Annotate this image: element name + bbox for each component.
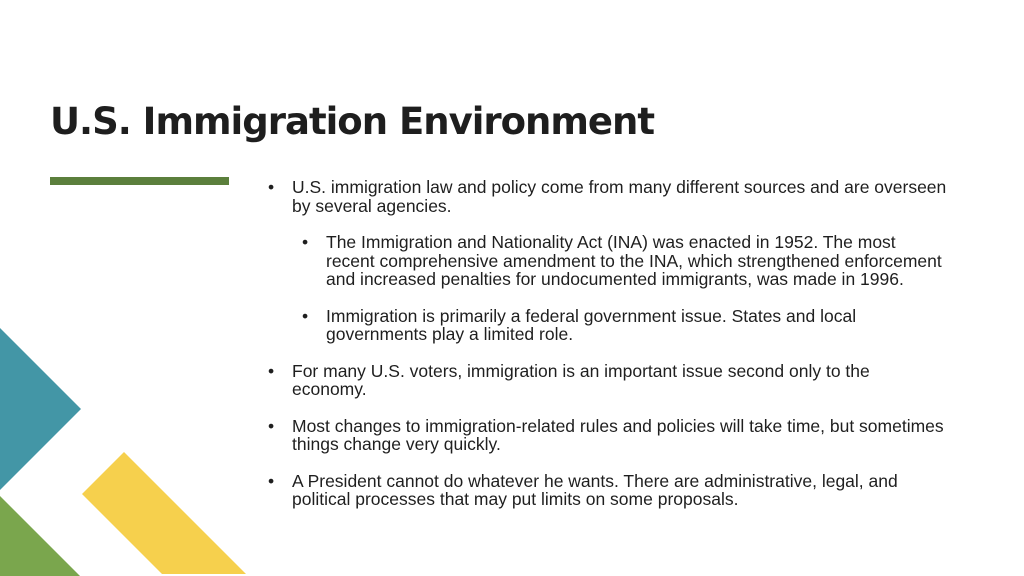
- bullet-text: U.S. immigration law and policy come from many different sources and are overseen by several agencies.: [292, 177, 947, 216]
- sub-bullet-item: [302, 233, 948, 289]
- bullet-item: [268, 472, 948, 509]
- bullet-marker: •: [302, 232, 309, 252]
- green-triangle-decoration: [0, 496, 80, 576]
- bullet-text: A President cannot do whatever he wants. There are administrative, legal, and political processes that may put limits on some proposals.: [292, 470, 898, 509]
- bullet-list: [268, 178, 948, 527]
- decorative-shapes: [0, 0, 260, 576]
- bullet-item: [268, 362, 948, 399]
- bullet-marker: •: [268, 415, 275, 436]
- bullet-item: [268, 417, 948, 454]
- bullet-item: [268, 178, 948, 215]
- yellow-stripe-decoration: [82, 452, 246, 574]
- bullet-text: Immigration is primarily a federal government issue. States and local governments play a limited role.: [326, 305, 857, 344]
- bullet-marker: •: [268, 177, 275, 197]
- sub-bullet-item: [302, 307, 948, 344]
- bullet-marker: •: [302, 305, 309, 326]
- bullet-marker: •: [268, 470, 275, 491]
- bullet-text: The Immigration and Nationality Act (INA) was enacted in 1952. The most recent comprehensive amendment to the INA, which strengthened enforcement and increased penalties for undocumented immigrants, was made in 1996.: [326, 232, 942, 289]
- teal-triangle-decoration: [0, 328, 81, 490]
- bullet-text: Most changes to immigration-related rules and policies will take time, but sometimes things change very quickly.: [292, 415, 944, 454]
- slide-title: U.S. Immigration Environment: [50, 100, 655, 143]
- bullet-text: For many U.S. voters, immigration is an important issue second only to the economy.: [292, 360, 870, 399]
- bullet-marker: •: [268, 360, 275, 381]
